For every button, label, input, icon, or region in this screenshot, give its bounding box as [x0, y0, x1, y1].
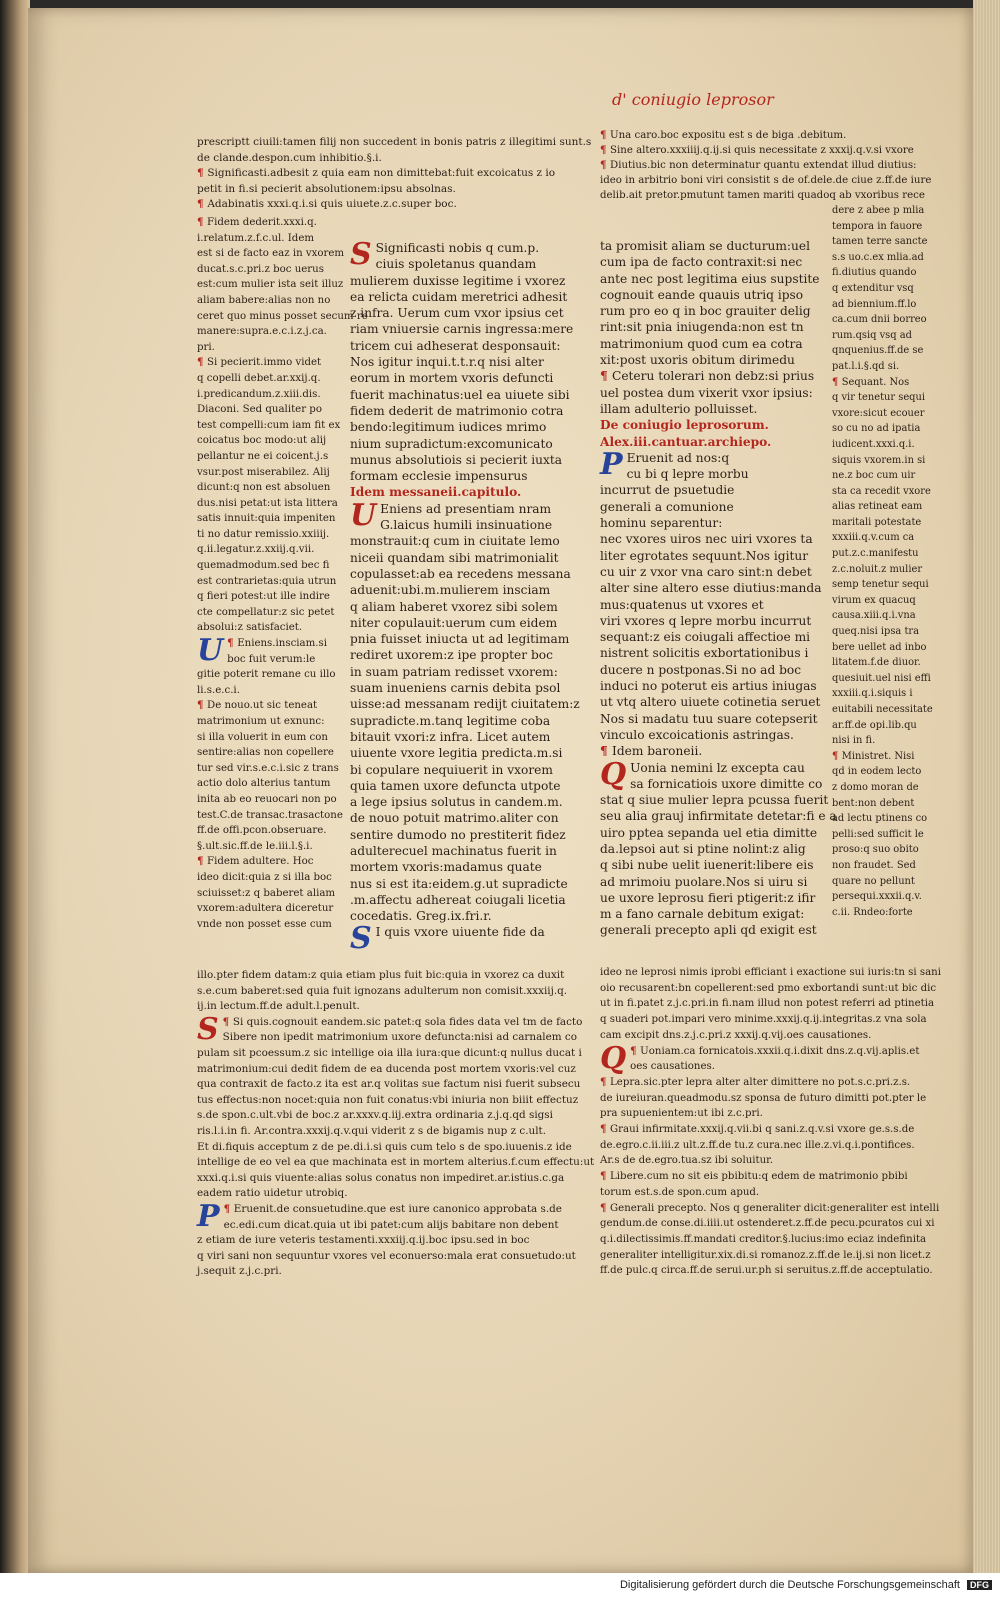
main-text-left-column [350, 237, 580, 957]
text-line: vinculo excoicationis astringas. [600, 727, 794, 742]
text-line: S I quis vxore uiuente fide da [350, 921, 545, 957]
paragraph-mark: ¶ [832, 750, 842, 762]
text-line: vxorem:adultera diceretur [197, 903, 334, 915]
decorated-initial-q: Q [600, 756, 627, 792]
text-line [197, 355, 345, 371]
decorated-initial-s: S [350, 921, 372, 957]
text-line: pri. [197, 341, 215, 353]
text-line [832, 375, 932, 391]
line-text: Sine altero.xxxiiij.q.ij.si quis necessitate z xxxij.q.v.si vxore [610, 145, 914, 156]
text-line: sa fornicatiois uxore dimitte co [630, 776, 823, 791]
text-line: maritali potestate [832, 516, 922, 528]
text-line: i.predicandum.z.xiii.dis. [197, 388, 321, 400]
text-line: cu bi q lepre morbu [626, 467, 749, 482]
text-line: cum ipa de facto contraxit:si nec [600, 255, 803, 270]
text-line: seu alia grauj infirmitate detetar:fi e a [600, 809, 837, 824]
text-line: ceret quo minus posset secum re [197, 310, 368, 322]
text-line: de.egro.c.ii.iii.z ult.z.ff.de tu.z cura.nec ille.z.vi.q.i.pontifices. [600, 1139, 915, 1151]
text-line: matrimonium:cui dedit fidem de ea ducenda post mortem vxoris:vel cuz [197, 1062, 576, 1075]
text-line: dicunt:q non est absoluen [197, 482, 331, 494]
decorated-initial-s: S [350, 237, 372, 272]
text-line: illo.pter fidem datam:z quia etiam plus fuit bic:quia in vxorez ca duxit [197, 969, 565, 981]
text-line: ut vtq altero uiuete cotinetia seruet [600, 695, 821, 710]
text-line: sciuisset:z q baberet aliam [197, 887, 336, 899]
decorated-initial-s: S [197, 1011, 219, 1047]
decorated-initial-p: P [197, 1198, 220, 1234]
decorated-initial-u: U [350, 497, 377, 533]
text-line: de nouo potuit matrimo.aliter con [350, 811, 559, 826]
line-text: Eniens.insciam.si [237, 638, 327, 650]
text-line: actio dolo alterius tantum [197, 778, 331, 790]
text-line: tus effectus:non nocet:quia non fuit conatus:vbi iniuria non biiit effectuz [197, 1093, 579, 1106]
text-line: uel postea dum vixerit vxor ipsius: [600, 385, 813, 400]
text-line: z infra. Uerum cum vxor ipsius cet [350, 306, 564, 321]
text-line: bi copulare nequiuerit in vxorem [350, 762, 553, 777]
gloss-right-column [832, 203, 932, 920]
text-line: Et di.fiquis acceptum z de pe.di.i.si quis cum telo s de spo.iuuenis.z ide [197, 1140, 572, 1153]
text-line: uiro pptea sepanda uel etia dimitte [600, 825, 818, 840]
line-text: Uoniam.ca fornicatois.xxxii.q.i.dixit dns.z.q.vij.aplis.et [640, 1045, 920, 1057]
text-line: litatem.f.de diuor. [832, 657, 921, 669]
paragraph-mark: ¶ [197, 356, 208, 369]
text-line: est:cum mulier ista seit illuz [197, 279, 344, 291]
paragraph-mark: ¶ [197, 699, 208, 712]
text-line: i.relatum.z.f.c.ul. Idem [197, 232, 315, 244]
text-line: manere:supra.e.c.i.z.j.ca. [197, 326, 327, 338]
gloss-right-top [600, 128, 930, 203]
text-line: a lege ipsius solutus in candem.m. [350, 795, 563, 810]
text-line: q suaderi pot.impari vero minime.xxxij.q.ij.integritas.z vna sola [600, 1014, 927, 1026]
decorated-initial-q: Q [600, 1040, 627, 1076]
line-text: Ministret. Nisi [841, 750, 915, 762]
text-line: ca.cum dnii borreo [832, 314, 927, 326]
text-line: de iureiuran.queadmodu.sz sponsa de futuro dimitti pot.pter le [600, 1092, 927, 1104]
paragraph-mark: ¶ [600, 144, 611, 156]
text-line: xit:post uxoris obitum dirimedu [600, 353, 795, 368]
text-line: matrimonium ut exnunc: [197, 716, 325, 727]
paragraph-mark: ¶ [600, 744, 612, 759]
dfg-logo: DFG [967, 1580, 992, 1590]
text-line: est si de facto eaz in vxorem [197, 248, 345, 260]
text-line [197, 698, 345, 714]
text-line: semp tenetur sequi [832, 579, 929, 591]
text-line: quemadmodum.sed bec fi [197, 560, 330, 572]
text-line: quia tamen uxore defuncta utpote [350, 778, 561, 793]
text-line: fidem dederit de matrimonio cotra [350, 403, 564, 418]
text-line: stat q siue mulier lepra pcussa fuerit [600, 793, 829, 808]
text-line: U Eniens ad presentiam nram [350, 497, 552, 533]
text-line: queq.nisi ipsa tra [832, 626, 920, 638]
main-text-right-column [600, 238, 837, 939]
text-line [600, 143, 930, 158]
text-line: nec vxores uiros nec uiri vxores ta [600, 532, 813, 547]
line-text: Lepra.sic.pter lepra alter alter dimittere no pot.s.c.pri.z.s. [610, 1076, 911, 1088]
text-line: qua contraxit de facto.z ita est ar.q volitas sue factum nisi fuerit subsecu [197, 1078, 581, 1091]
text-line: q.ii.legatur.z.xxiij.q.vii. [197, 544, 315, 556]
gloss-left-column [197, 215, 368, 932]
text-line: riam vniuersie carnis ingressa:mere [350, 322, 574, 337]
text-line: P Eruenit ad nos:q [600, 446, 730, 482]
text-line: alias retineat eam [832, 501, 923, 513]
text-line: pnia fuisset iniucta ut ad legitimam [350, 632, 570, 647]
text-line: xxxiii.q.v.cum ca [832, 532, 915, 544]
text-line: est contrarietas:quia utrun [197, 575, 337, 587]
text-line: suam inueniens carnis debita psol [350, 681, 561, 696]
text-line: gendum.de conse.di.iiii.ut ostenderet.z.ff.de pecu.pcuratos cui xi [600, 1218, 935, 1230]
text-line: illam adulterio polluisset. [600, 401, 758, 416]
text-line: niceii quandam sibi matrimonialit [350, 550, 559, 565]
running-head: d' coniugio leprosor [612, 90, 774, 109]
text-line: coicatus boc modo:ut alij [197, 435, 327, 447]
text-line: Ar.s de de.egro.tua.sz ibi soluitur. [600, 1155, 774, 1167]
text-line: ff.de offi.pcon.obseruare. [197, 825, 327, 837]
paragraph-mark: ¶ [227, 637, 238, 650]
text-line: sequant:z eis coiugali affectioe mi [600, 630, 811, 645]
text-line: viri vxores q lepre morbu incurrut [600, 613, 812, 628]
line-text: Sequant. Nos [841, 376, 910, 388]
text-line: q extenditur vsq [832, 282, 914, 294]
text-line: adulterecuel machinatus fuerit in [350, 843, 557, 858]
text-line: ij.in lectum.ff.de adult.l.penult. [197, 1000, 360, 1013]
text-line: G.laicus humili insinuatione [380, 518, 553, 533]
text-line [832, 749, 932, 765]
text-line: z etiam de iure veteris testamenti.xxxiij.q.ij.boc ipsu.sed in boc [197, 1234, 530, 1247]
text-line: aliam babere:alias non no [197, 294, 331, 306]
text-line: test compelli:cum iam fit ex [197, 419, 341, 431]
text-line: bent:non debent [832, 797, 915, 809]
text-line: xxxi.q.i.si quis viuente:alias solus conatus non impediret.ar.istius.c.ga [197, 1171, 565, 1184]
line-text: Si pecierit.immo videt [207, 357, 322, 369]
text-line: dus.nisi petat:ut ista littera [197, 497, 338, 509]
text-line: nisi in fi. [832, 735, 876, 747]
text-line: bitauit vxori:z infra. Licet autem [350, 729, 551, 744]
paragraph-mark: ¶ [600, 1170, 611, 1183]
text-line: ad mrimoiu puolare.Nos si uiru si [600, 874, 808, 889]
text-line: ducere n postponas.Si no ad boc [600, 662, 802, 677]
text-line [600, 128, 930, 143]
text-line: s.de spon.c.ult.vbi de boc.z ar.xxxv.q.iij.extra ordinaria z.j.q.qd sigsi [197, 1109, 553, 1122]
text-line: supradicte.m.tanq legitime coba [350, 713, 551, 728]
line-text: Idem baroneii. [612, 744, 703, 759]
text-line: De coniugio leprosorum. [600, 418, 769, 433]
text-line: rum.qsiq vsq ad [832, 329, 912, 341]
text-line: sentire:alias non copellere [197, 747, 334, 759]
text-line: q.i.dilectissimis.ff.mandati creditor.§.lucius:imo eciaz indefinita [600, 1233, 927, 1245]
text-line: cam excipit dns.z.j.c.pri.z xxxij.q.vij.oes causationes. [600, 1029, 872, 1041]
text-line: ideo in arbitrio boni viri consistit s de of.dele.de ciue z.ff.de iure [600, 175, 932, 186]
paragraph-mark: ¶ [197, 216, 208, 228]
line-text: Si quis.cognouit eandem.sic patet:q sola fides data vel tm de facto [232, 1015, 583, 1028]
text-line: cte compellatur:z sic petet [197, 606, 335, 618]
text-line: mortem vxoris:madamus quate [350, 860, 542, 875]
text-line: qd in eodem lecto [832, 766, 922, 778]
paragraph-mark: ¶ [630, 1044, 641, 1057]
text-line: uiuente vxore legitia predicta.m.si [350, 746, 563, 761]
text-line: ad lectu ptinens co [832, 813, 928, 825]
text-line: ta promisit aliam se ducturum:uel [600, 239, 811, 253]
text-line: mulierem duxisse legitime i vxorez [350, 273, 566, 288]
text-line: rum pro eo q in boc grauiter delig [600, 304, 811, 319]
text-line: ris.l.i.in fi. Ar.contra.xxxij.q.v.qui viderit z s de bigamis nup z c.ult. [197, 1124, 547, 1137]
text-line [600, 743, 825, 759]
paragraph-mark: ¶ [600, 369, 612, 384]
paragraph-mark: ¶ [600, 1123, 611, 1136]
text-line [197, 854, 345, 870]
text-line: nium supradictum:excomunicato [350, 436, 553, 451]
page-edges-right [973, 0, 1000, 1598]
footer-bar [0, 1573, 1000, 1598]
text-line: z domo moran de [832, 781, 919, 793]
text-line: Nos si madatu tuu suare cotepserit [600, 711, 818, 726]
text-line: inita ab eo reuocari non po [197, 793, 337, 805]
text-line: rediret uxorem:z ipe propter boc [350, 648, 553, 663]
text-line: sentire dumodo no prestiterit fidez [350, 827, 566, 842]
text-line [600, 1122, 935, 1138]
text-line: satis innuit:quia impeniten [197, 513, 336, 525]
text-line: hominu separentur: [600, 516, 723, 531]
paragraph-mark: ¶ [222, 1015, 233, 1028]
text-line: ue uxore leprosu fieri ptigerit:z ifir [600, 890, 816, 905]
text-line: da.lepsoi aut si ptine nolint:z alig [600, 841, 806, 856]
text-line: ar.ff.de opi.lib.qu [832, 719, 917, 731]
text-line: bendo:legitimum iudices mrimo [350, 420, 547, 435]
text-line: put.z.c.manifestu [832, 548, 919, 560]
paragraph-mark: ¶ [600, 1075, 611, 1088]
text-line: q copelli debet.ar.xxij.q. [197, 372, 321, 384]
text-line: ff.de pulc.q circa.ff.de serui.ur.ph si seruitus.z.ff.de acceptulatio. [600, 1265, 933, 1277]
text-line: Sibere non ipedit matrimonium uxore defuncta:nisi ad carnalem co [222, 1031, 577, 1044]
text-line: ne.z boc cum uir [832, 470, 916, 482]
line-text: Graui infirmitate.xxxij.q.vii.bi q sani.z.q.v.si vxore ge.s.s.de [610, 1124, 915, 1136]
text-line: petit in fi.si pecierit absolutionem:ipsu absolnas. [197, 182, 456, 195]
text-line: formam ecclesie impensurus [350, 469, 528, 484]
text-line: q vir tenetur sequi [832, 392, 926, 404]
line-text: Adabinatis xxxi.q.i.si quis uiuete.z.c.super boc. [207, 198, 457, 210]
text-line: boc fuit verum:le [227, 653, 316, 665]
text-line: fuerit machinatus:uel ea uiuete sibi [350, 387, 570, 402]
text-line [600, 158, 930, 173]
line-text: Una caro.boc expositu est s de biga .debitum. [610, 130, 847, 141]
text-line: pellantur ne ei coicent.j.s [197, 450, 329, 462]
text-line: rint:sit pnia iniugenda:non est tn [600, 320, 804, 335]
line-text: Fidem dederit.xxxi.q. [207, 217, 317, 228]
text-line: monstrauit:q cum in ciuitate lemo [350, 534, 560, 549]
text-line: z.c.noluit.z mulier [832, 563, 923, 575]
text-line: cu uir z vxor vna caro sint:n debet [600, 564, 812, 579]
text-line: s.e.cum baberet:sed quia fuit ignozans adulterum non comisit.xxxiij.q. [197, 984, 568, 997]
line-text: Significasti.adbesit z quia eam non dimittebat:fuit excoicatus z io [207, 167, 556, 179]
text-line [600, 1169, 935, 1185]
text-line: quare no pellunt [832, 875, 915, 887]
gloss-bottom-right [600, 965, 942, 1279]
text-line: nistrent solicitis exbortationibus i [600, 646, 809, 661]
text-line: de clande.despon.cum inhibitio.§.i. [197, 151, 382, 164]
text-line: tempora in fauore [832, 220, 923, 232]
paragraph-mark: ¶ [197, 855, 208, 868]
decorated-initial-p: P [600, 446, 623, 482]
text-line: vxore:sicut ecouer [832, 407, 925, 419]
paragraph-mark: ¶ [832, 376, 842, 388]
text-line: cocedatis. Greg.ix.fri.r. [350, 909, 492, 924]
text-line: m a fano carnale debitum exigat: [600, 907, 805, 922]
text-line: pulam sit pcoessum.z sic intellige oia illa iura:que dicunt:q nullus ducat i [197, 1046, 582, 1059]
text-line: ti no datur remissio.xxiiij. [197, 528, 330, 540]
text-line: incurrut de psuetudie [600, 483, 735, 498]
text-line: ante nec post legitima eius supstite [600, 271, 820, 286]
text-line: cognouit eande quauis utriq ipso [600, 287, 804, 302]
footer-credit: Digitalisierung gefördert durch die Deutsche Forschungsgemeinschaft [619, 1579, 960, 1591]
text-line: vsur.post miserabilez. Alij [197, 466, 330, 478]
text-line: delib.ait pretor.pmutunt tamen mariti quadoq ab vxoribus rece [600, 190, 925, 201]
paragraph-mark: ¶ [600, 159, 611, 171]
line-text: Ceteru tolerari non debz:si prius [612, 369, 815, 384]
text-line: torum est.s.de spon.cum apud. [600, 1186, 760, 1198]
text-line: generaliter intelligitur.xix.di.si romanoz.z.ff.de le.ij.si non licet.z [600, 1249, 931, 1261]
text-line: non fraudet. Sed [832, 859, 916, 871]
text-line [600, 1075, 935, 1091]
text-line: iudicent.xxxi.q.i. [832, 438, 915, 450]
text-line: persequi.xxxii.q.v. [832, 891, 922, 903]
text-line: eorum in mortem vxoris defuncti [350, 371, 554, 386]
text-line: ec.edi.cum dicat.quia ut ibi patet:cum alijs babitare non debent [223, 1218, 559, 1231]
paragraph-mark: ¶ [197, 167, 208, 179]
text-line: ciuis spoletanus quandam [375, 257, 537, 272]
line-text: Libere.cum no sit eis pbibitu:q edem de matrimonio pbibi [610, 1171, 908, 1183]
text-line: induci no poterut eis artius iniugas [600, 679, 817, 694]
paragraph-mark: ¶ [600, 1201, 611, 1214]
text-line: euitabili necessitate [832, 704, 933, 715]
text-line: j.sequit z.j.c.pri. [197, 1265, 282, 1278]
text-line [197, 166, 577, 182]
text-line: Idem messaneii.capitulo. [350, 485, 522, 500]
text-line: ut in fi.patet z.j.c.pri.in fi.nam illud non potest referri ad ptinetia [600, 998, 935, 1010]
text-line: siquis vxorem.in si [832, 454, 926, 466]
text-line [197, 215, 345, 231]
line-text: De nouo.ut sic teneat [207, 700, 318, 712]
paragraph-mark: ¶ [600, 129, 611, 141]
line-text: Diutius.bic non determinatur quantu extendat illud diutius: [610, 160, 917, 171]
text-line: q sibi nube uelit iuenerit:libere eis [600, 858, 814, 873]
text-line: in suam patriam redisset vxorem: [350, 664, 558, 679]
gloss-left-top [197, 135, 592, 213]
text-line: matrimonium quod cum ea cotra [600, 336, 803, 351]
text-line: aduenit:ubi.m.mulierem insciam [350, 583, 551, 598]
text-line: ideo dicit:quia z si illa boc [197, 871, 332, 883]
text-line: uisse:ad messanam redijt ciuitatem:z [350, 697, 580, 712]
book-spine-left [0, 0, 30, 1598]
text-line: ducat.s.c.pri.z boc uerus [197, 263, 324, 275]
text-line: niter copulauit:uerum cum eidem [350, 615, 558, 630]
text-line: generali a comunione [600, 499, 734, 514]
text-line: virum ex quacuq [832, 594, 916, 606]
text-line: prescriptt ciuili:tamen filij non succedent in bonis patris z illegitimi sunt.s [197, 136, 592, 148]
text-line: eadem ratio uidetur utrobiq. [197, 1187, 348, 1200]
text-line: pelli:sed sufficit le [832, 828, 924, 840]
text-line: qnquenius.ff.de se [832, 345, 924, 357]
text-line: bere uellet ad inbo [832, 641, 927, 653]
paragraph-mark: ¶ [197, 198, 208, 210]
text-line: .m.affectu adhereat coiugali licetia [350, 892, 566, 907]
text-line: fi.diutius quando [832, 267, 917, 279]
text-line: tur sed vir.s.e.c.i.sic z trans [197, 762, 339, 774]
text-line: oes causationes. [630, 1061, 715, 1073]
text-line [600, 1201, 940, 1217]
text-line: liter egrotates sequunt.Nos igitur [600, 548, 809, 563]
text-line: quesiuit.uel nisi effi [832, 672, 931, 684]
text-line: c.ii. Rndeo:forte [832, 906, 913, 918]
text-line: §.ult.sic.ff.de le.iii.l.§.i. [197, 840, 313, 852]
text-line: q aliam haberet vxorez sibi solem [350, 599, 558, 614]
text-line: si illa voluerit in eum con [197, 731, 328, 743]
text-line: Nos igitur inqui.t.t.r.q nisi alter [350, 355, 544, 370]
text-line: copulasset:ab ea recedens messana [350, 566, 571, 581]
text-line: proso:q suo obito [832, 844, 919, 856]
text-line: s.s uo.c.ex mlia.ad [832, 251, 924, 263]
text-line: S Significasti nobis q cum.p. [350, 237, 540, 272]
text-line: so cu no ad ipatia [832, 423, 921, 435]
text-line: Alex.iii.cantuar.archiepo. [600, 434, 772, 449]
text-line: q fieri potest:ut ille indire [197, 591, 330, 603]
line-text: Generali precepto. Nos q generaliter dicit:generaliter est intelli [610, 1202, 940, 1214]
text-line: generali precepto apli qd exigit est [600, 923, 817, 938]
line-text: Eruenit.de consuetudine.que est iure canonico approbata s.de [233, 1202, 562, 1215]
text-line: gitie poterit remane cu illo [197, 669, 336, 681]
text-line: absolui:z satisfaciet. [197, 622, 303, 634]
text-line: ideo ne leprosi nimis iprobi efficiant i exactione sui iuris:tn si sani [600, 967, 942, 978]
text-line: test.C.de transac.trasactone [197, 809, 343, 821]
line-text: Fidem adultere. Hoc [207, 856, 314, 868]
text-line: alter sine altero esse diutius:manda [600, 581, 822, 596]
text-line: pat.l.i.§.qd si. [832, 360, 900, 372]
text-line: causa.xiii.q.i.vna [832, 610, 916, 622]
text-line: xxxiii.q.i.siquis i [832, 688, 913, 700]
text-line: Q Uonia nemini lz excepta cau [600, 756, 805, 792]
text-line: mus:quatenus ut vxores et [600, 597, 764, 612]
text-line: munus absolutiois si pecierit iuxta [350, 452, 563, 467]
text-line: tamen terre sancte [832, 236, 928, 248]
text-line: oio recusarent:bn copellerent:sed pmo exbortandi sunt:ut bic dic [600, 982, 937, 994]
text-line: dere z abee p mlia [832, 205, 925, 216]
text-line: ea relicta cuidam meretrici adhesit [350, 289, 568, 304]
text-line: sta ca recedit vxore [832, 485, 931, 497]
text-line: pra supuenientem:ut ibi z.c.pri. [600, 1108, 763, 1120]
paragraph-mark: ¶ [223, 1202, 234, 1215]
text-line: li.s.e.c.i. [197, 684, 240, 696]
gloss-bottom-left [197, 968, 595, 1280]
text-line: tricem cui adheserat desponsauit: [350, 338, 561, 353]
text-line: ad biennium.ff.lo [832, 298, 917, 310]
text-line: Diaconi. Sed qualiter po [197, 404, 322, 416]
text-line: q viri sani non sequuntur vxores vel econuerso:mala erat consuetudo:ut [197, 1249, 576, 1262]
text-line: intellige de eo vel ea que machinata est in mortem alterius.f.cum effectu:ut [197, 1156, 595, 1169]
text-line: nus si est ita:eidem.g.ut supradicte [350, 876, 568, 891]
text-line [197, 197, 577, 213]
text-line [600, 368, 825, 384]
text-line: vnde non posset esse cum [197, 918, 332, 930]
decorated-initial-u: U [197, 633, 224, 669]
